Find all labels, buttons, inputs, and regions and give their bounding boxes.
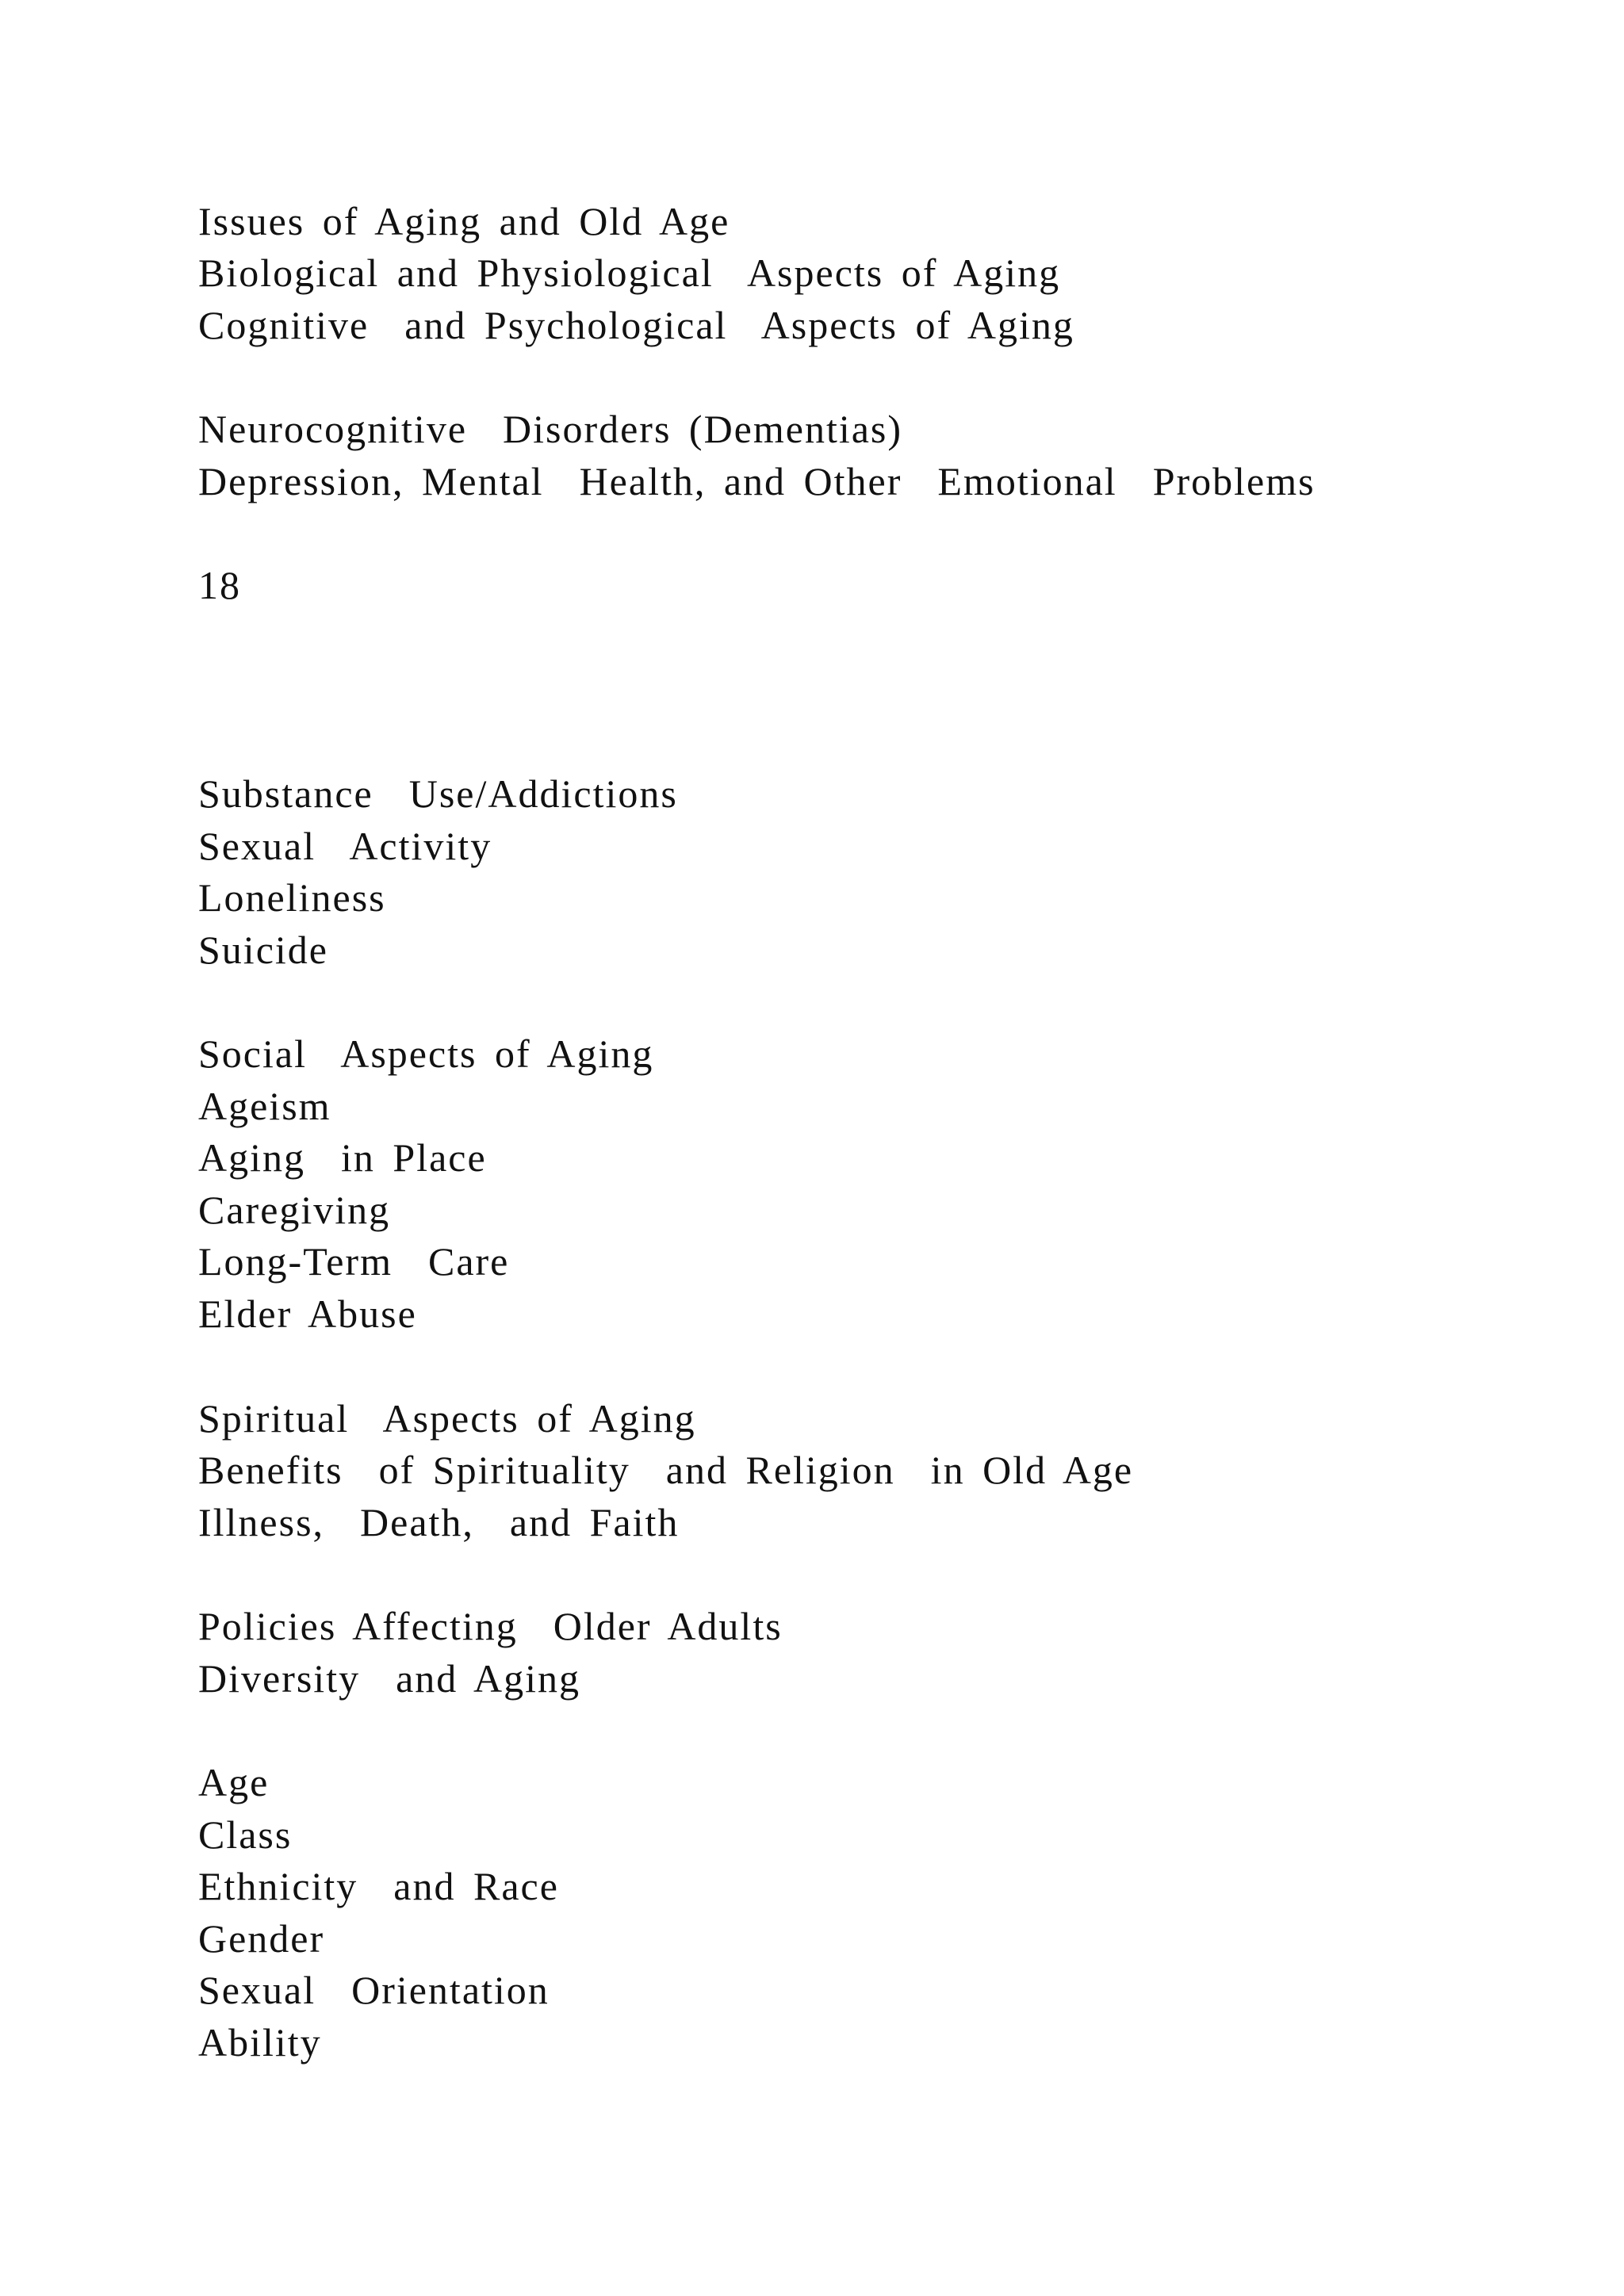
text-line: Diversity and Aging [198,1656,581,1701]
text-line: Depression, Mental Health, and Other Emotional Problems [198,459,1316,503]
text-line: Ageism [198,1084,331,1128]
text-line: Loneliness [198,875,386,920]
text-line: Biological and Physiological Aspects of Aging [198,251,1061,295]
text-line: Ability [198,2020,322,2064]
text-line: Cognitive and Psychological Aspects of Aging [198,303,1074,347]
text-line: Sexual Orientation [198,1968,550,2012]
text-line: Spiritual Aspects of Aging [198,1396,696,1441]
text-line: Suicide [198,928,328,972]
text-line: Sexual Activity [198,824,492,868]
page-number: 18 [198,563,241,607]
text-line: Social Aspects of Aging [198,1031,654,1076]
text-line: Gender [198,1916,325,1961]
text-line: Substance Use/Addictions [198,771,678,816]
text-line: Policies Affecting Older Adults [198,1604,783,1648]
text-line: Class [198,1812,293,1857]
text-line: Ethnicity and Race [198,1864,559,1908]
text-line: Age [198,1760,270,1804]
text-line: Illness, Death, and Faith [198,1500,680,1544]
text-line: Elder Abuse [198,1292,417,1336]
text-line: Aging in Place [198,1135,487,1180]
text-line: Long-Term Care [198,1239,510,1284]
text-line: Issues of Aging and Old Age [198,199,730,243]
text-line: Benefits of Spirituality and Religion in Old Age [198,1448,1134,1492]
text-line: Caregiving [198,1188,391,1232]
text-line: Neurocognitive Disorders (Dementias) [198,407,903,451]
